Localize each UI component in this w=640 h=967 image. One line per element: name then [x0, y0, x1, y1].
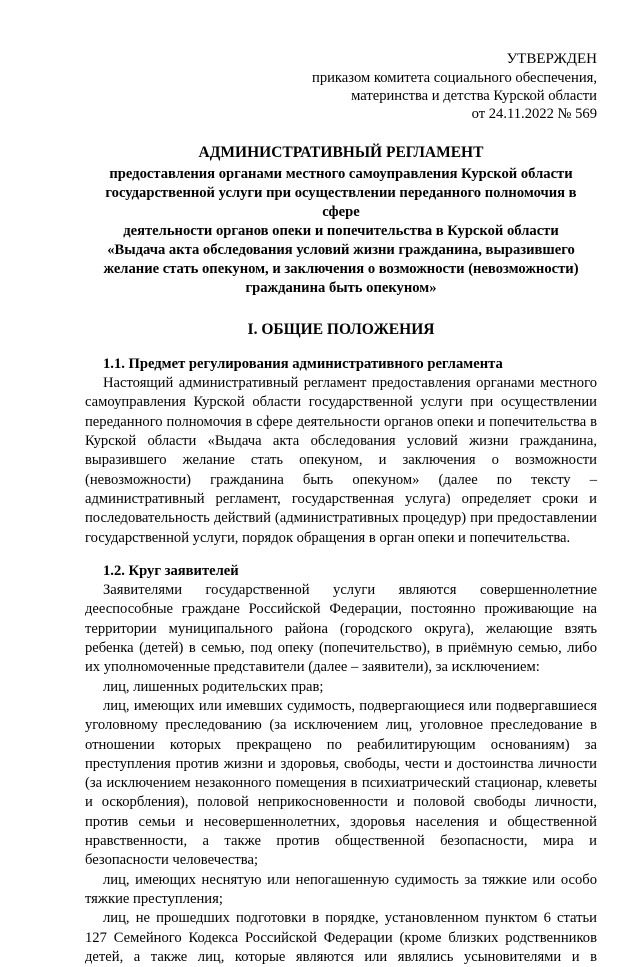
document-title: АДМИНИСТРАТИВНЫЙ РЕГЛАМЕНТ — [198, 144, 484, 162]
approval-line-3: от 24.11.2022 № 569 — [471, 106, 597, 123]
paragraph-exclusion-4: лиц, не прошедших подготовки в порядке, установленном пунктом 6 статьи 127 Семейного Кодекса Российской Федерации (кроме близких родственников детей, а также лиц, которые являются или являлись усыновителями и в — [85, 910, 597, 965]
paragraph-applicants: Заявителями государственной услуги являются совершеннолетние дееспособные граждане Российской Федерации, постоянно проживающие на территории муниципального района (городского округа), желающие взять ребенка (детей) в семью, под опеку (попечительство), в приёмную семью, либо их уполномоченные представители (далее – заявители), за исключением: — [85, 582, 597, 676]
paragraph-subject: Настоящий административный регламент предоставления органами местного самоуправления Курской области государственной услуги при осуществлении переданного полномочия в сфере деятельности органов опеки и попечительства в Курской области «Выдача акта обследования условий жизни гражданина, выразившего желание стать опекуном, и заключения о возможности (невозможности) гражданина быть опекуном» (далее по тексту – административный регламент, государственная услуга) определяет сроки и последовательность действий (административных процедур) при предоставлении государственной услуги, порядок обращения в орган опеки и попечительства. — [85, 375, 597, 546]
paragraph-exclusion-1: лиц, лишенных родительских прав; — [103, 678, 324, 695]
subtitle-line: «Выдача акта обследования условий жизни гражданина, выразившего — [107, 241, 575, 258]
paragraph-exclusion-3: лиц, имеющих неснятую или непогашенную судимость за тяжкие или особо тяжкие преступления; — [85, 871, 597, 907]
subtitle-line: гражданина быть опекуном» — [245, 279, 437, 296]
approval-stamp-title: УТВЕРЖДЕН — [506, 51, 597, 67]
approval-line-1: приказом комитета социального обеспечения, — [312, 70, 597, 87]
approval-line-2: материнства и детства Курской области — [351, 88, 597, 105]
approval-block — [85, 50, 597, 123]
subsection-heading-1-1: 1.1. Предмет регулирования административного регламента — [103, 355, 503, 372]
document-subtitle — [85, 165, 597, 298]
subsection-heading-1-2: 1.2. Круг заявителей — [103, 562, 239, 579]
subtitle-line: государственной услуги при осуществлении переданного полномочия в сфере — [105, 184, 577, 220]
subtitle-line: желание стать опекуном, и заключения о возможности (невозможности) — [103, 260, 579, 277]
section-heading: I. ОБЩИЕ ПОЛОЖЕНИЯ — [247, 320, 435, 338]
subtitle-line: предоставления органами местного самоуправления Курской области — [109, 165, 573, 182]
subtitle-line: деятельности органов опеки и попечительства в Курской области — [123, 222, 559, 239]
paragraph-exclusion-2: лиц, имеющих или имевших судимость, подвергающиеся или подвергавшиеся уголовному преследованию (за исключением лиц, уголовное преследование в отношении которых прекращено по реабилитирующим основаниям) за преступления против жизни и здоровья, свободы, чести и достоинства личности (за исключением незаконного помещения в психиатрический стационар, клеветы и оскорбления), половой неприкосновенности и половой свободы личности, против семьи и несовершеннолетних, здоровья населения и общественной нравственности, а также против общественной безопасности, мира и безопасности человечества; — [85, 697, 597, 869]
